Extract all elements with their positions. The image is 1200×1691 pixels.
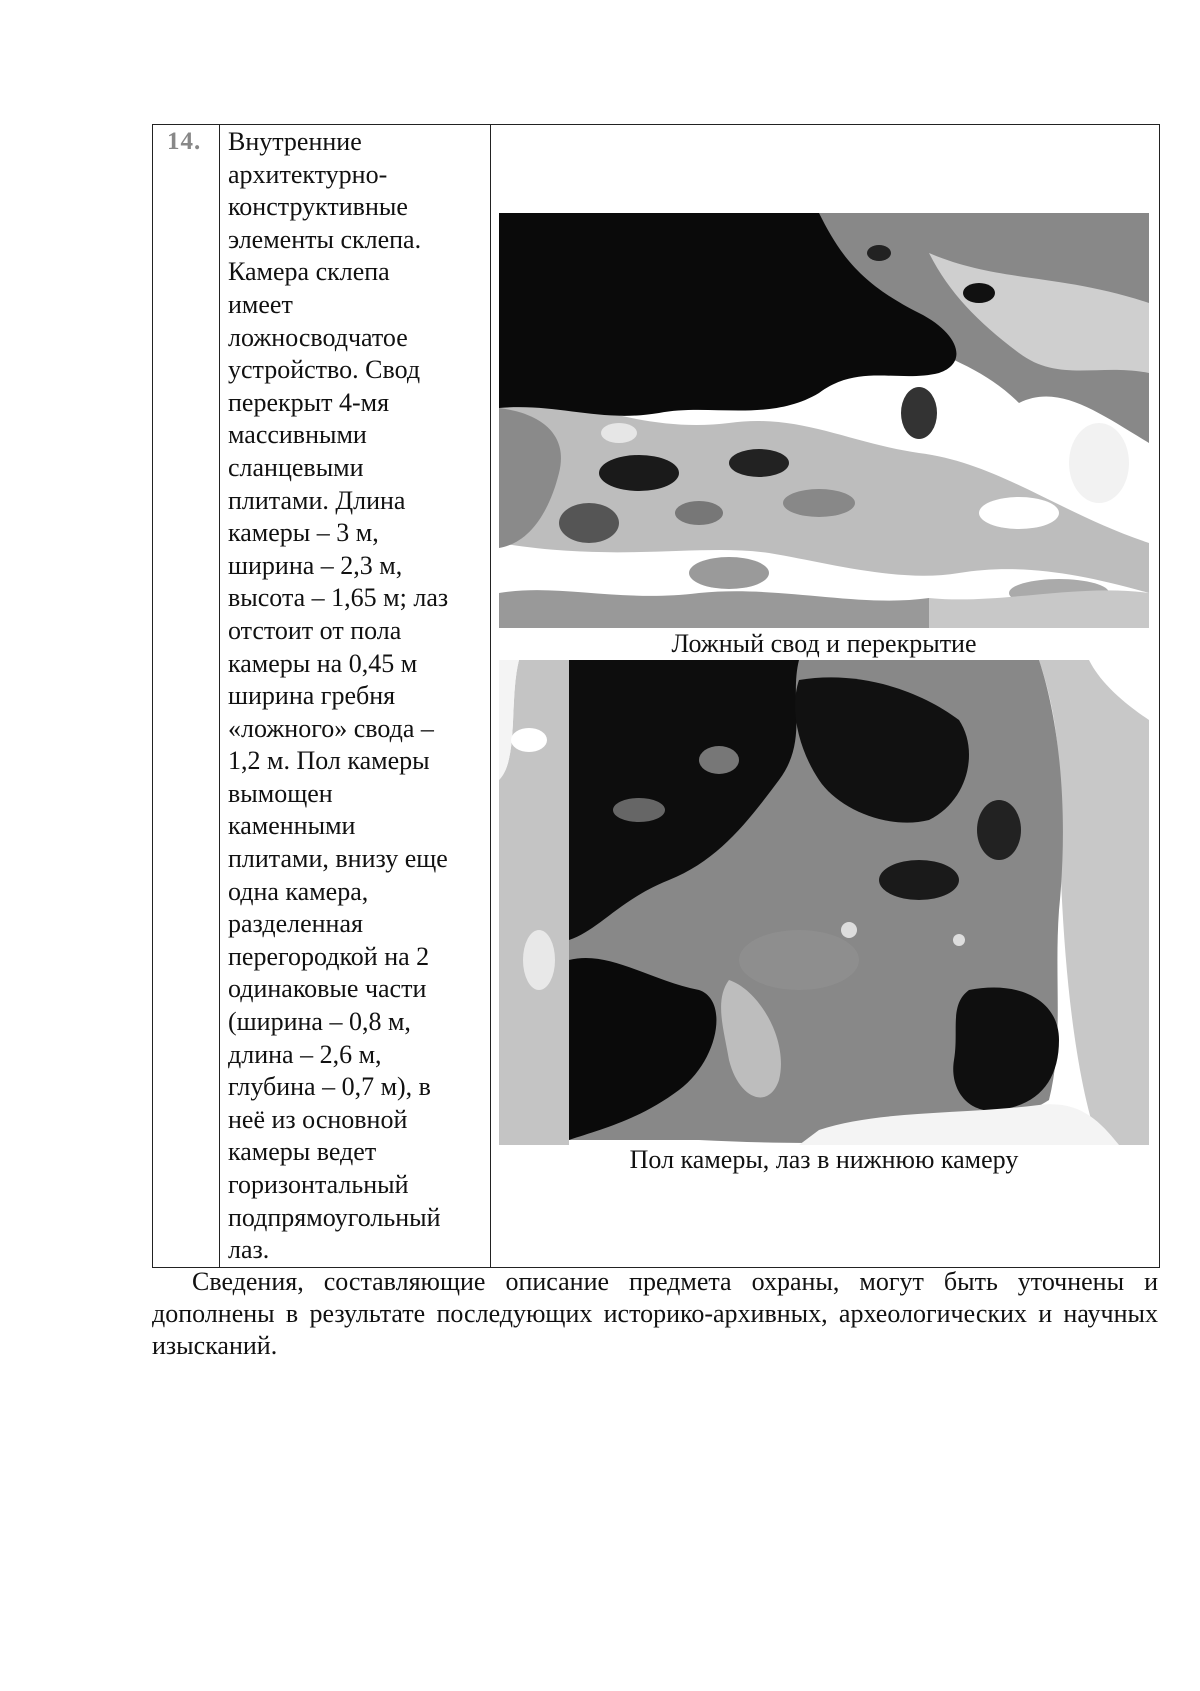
element-description: Внутренние архитектурно- конструктивные элементы склепа. Камера склепа имеет ложносводчатое устройство. Свод перекрыт 4-мя массивными сланцевыми плитами. Длина камеры – 3 м, ширина – 2,3 м, высота – 1,65 м; лаз отстоит от пола камеры на 0,45 м ширина гребня «ложного» свода – 1,2 м. Пол камеры вымощен каменными плитами, внизу еще одна камера, разделенная перегородкой на 2 одинаковые части (ширина – 0,8 м, длина – 2,6 м, глубина – 0,7 м), в неё из основной камеры ведет горизонтальный подпрямоугольный лаз.	[228, 127, 449, 1265]
row-number: 14.	[167, 128, 202, 155]
protected-elements-table	[152, 124, 1160, 1268]
photo-false-vault	[499, 213, 1149, 628]
photo-chamber-floor	[499, 660, 1149, 1145]
closing-note: Сведения, составляющие описание предмета охраны, могут быть уточнены и дополнены в результате последующих историко-архивных, археологических и научных изысканий.	[152, 1267, 1158, 1360]
photo-caption: Пол камеры, лаз в нижнюю камеру	[629, 1145, 1019, 1174]
description-cell	[220, 125, 491, 1268]
photo-cell	[491, 125, 1160, 1268]
row-number-cell	[153, 125, 220, 1268]
photo-caption: Ложный свод и перекрытие	[671, 629, 977, 658]
table-row	[153, 125, 1160, 1268]
